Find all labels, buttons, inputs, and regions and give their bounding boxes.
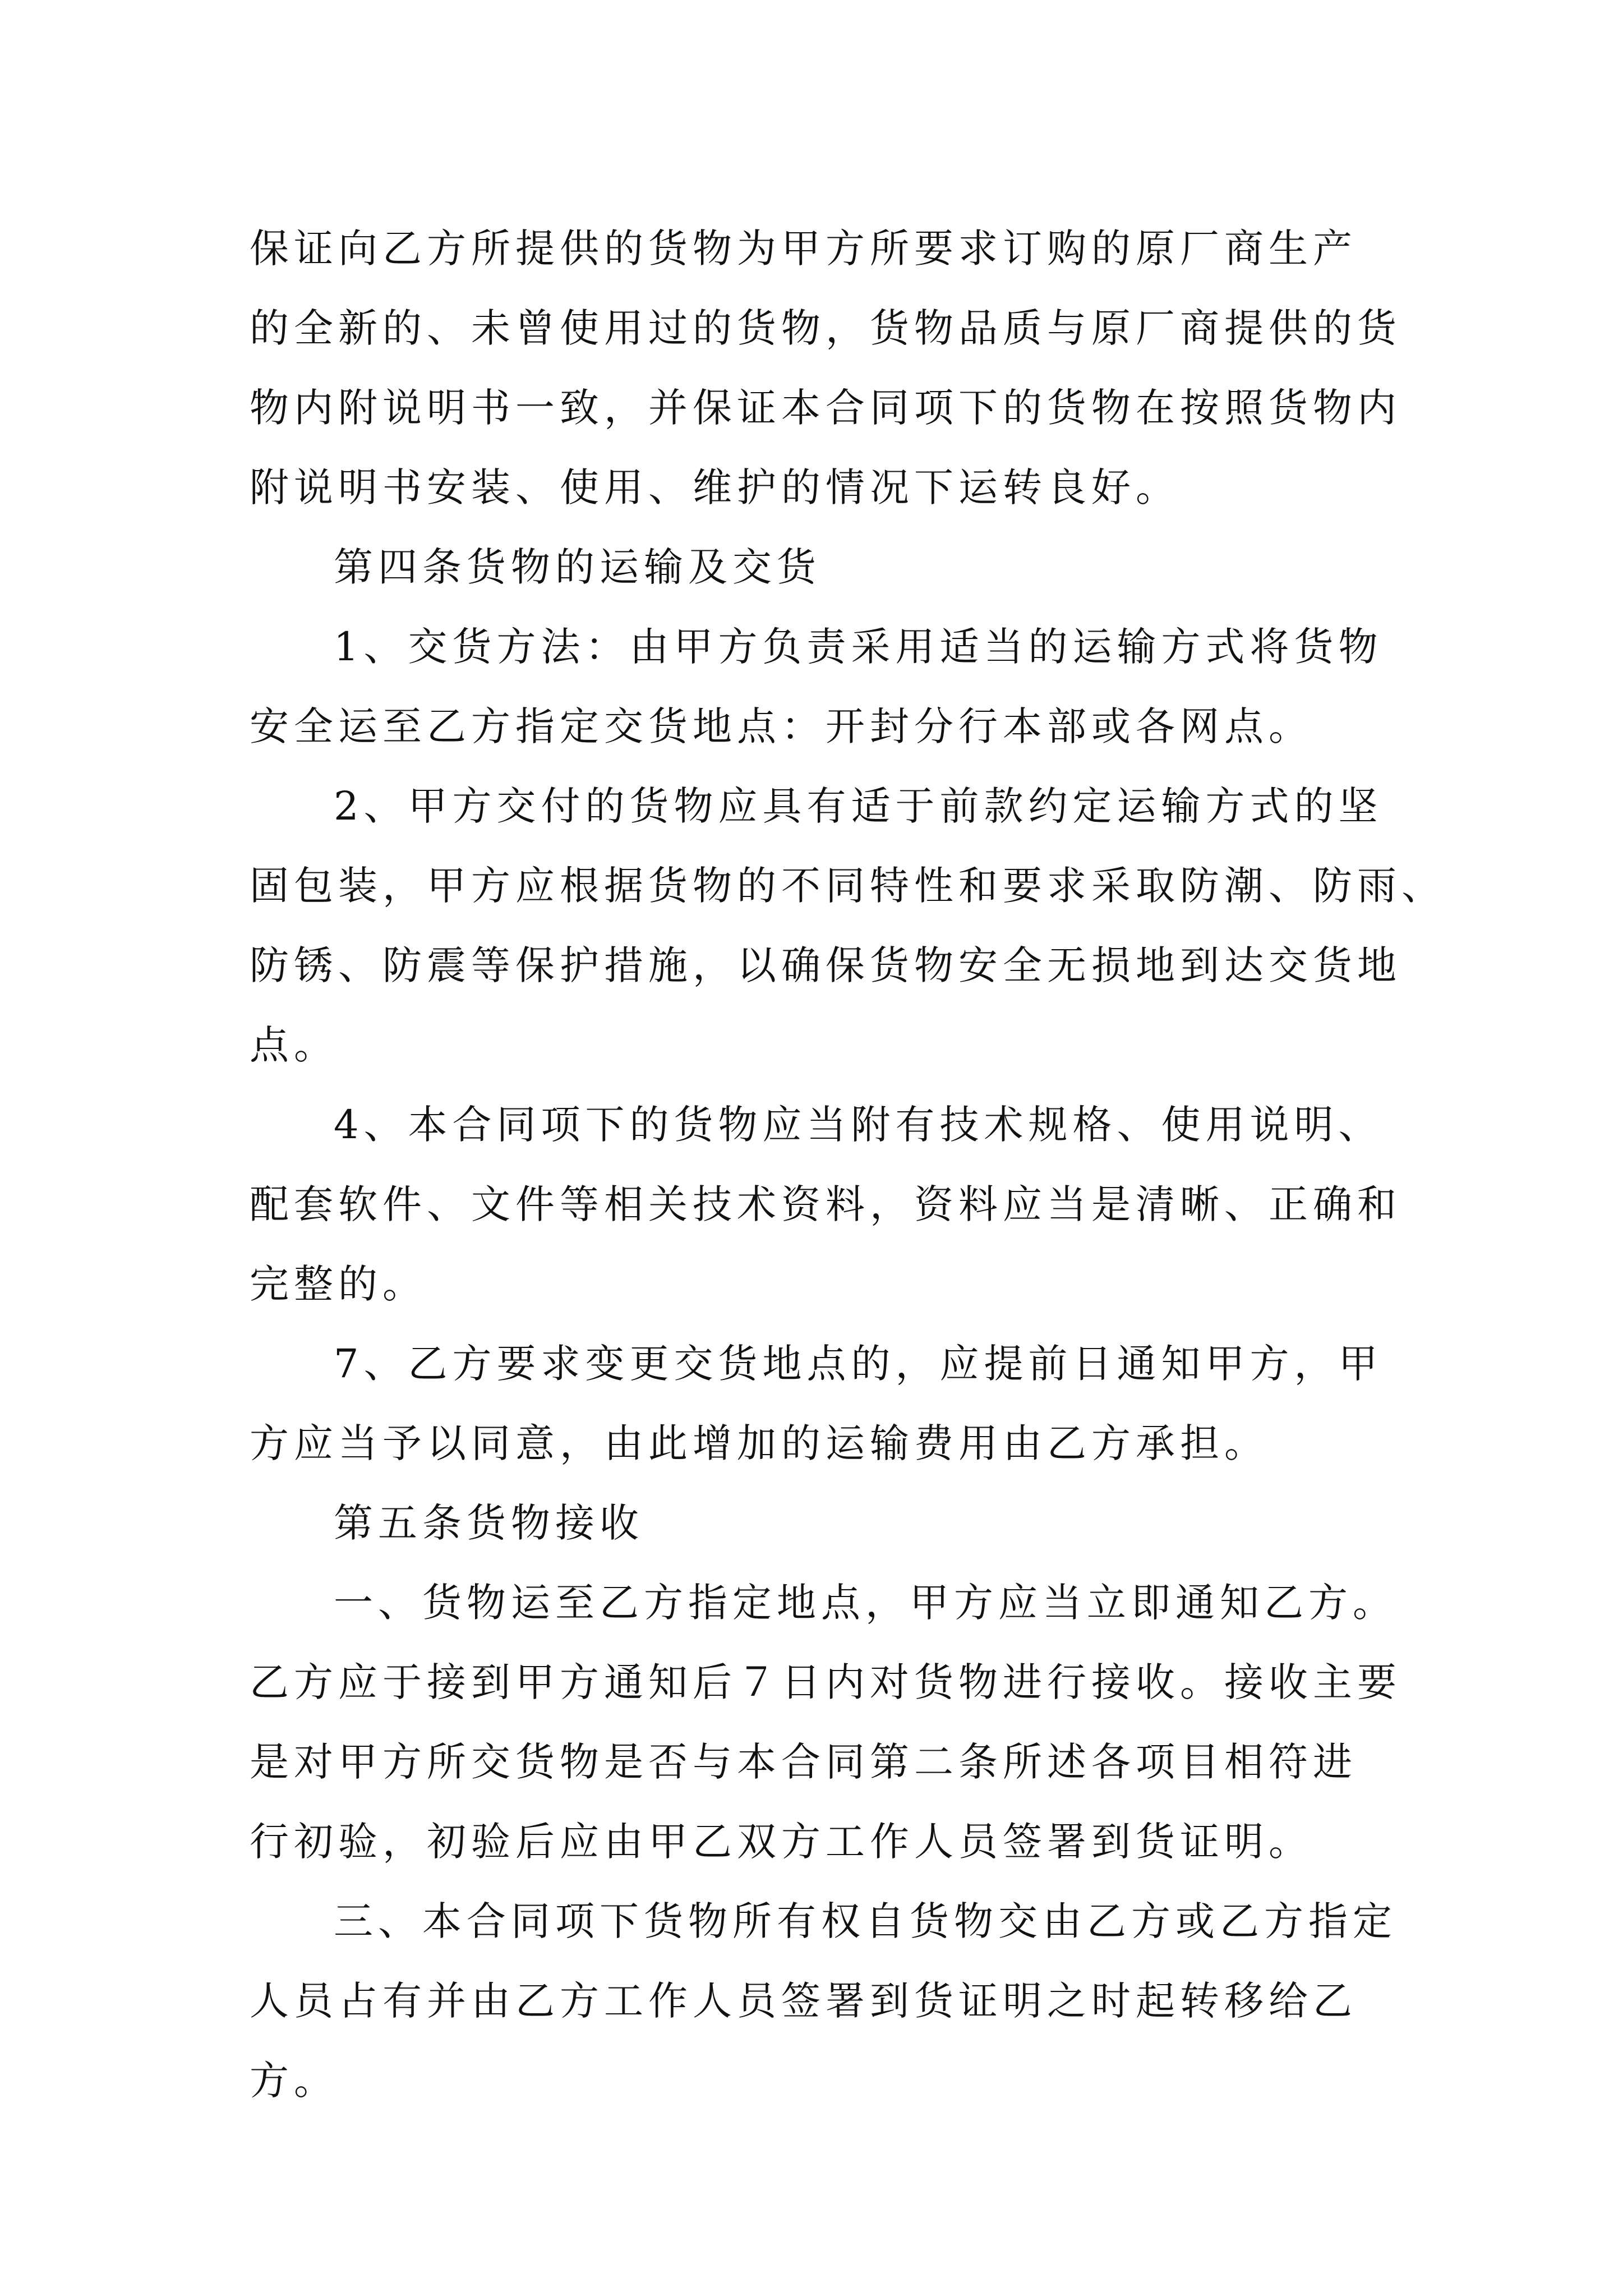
text-line: 物内附说明书一致，并保证本合同项下的货物在按照货物内 xyxy=(250,385,1401,431)
text-line: 行初验，初验后应由甲乙双方工作人员签署到货证明。 xyxy=(250,1819,1313,1865)
text-line: 保证向乙方所提供的货物为甲方所要求订购的原厂商生产 xyxy=(250,226,1357,272)
text-line: 完整的。 xyxy=(250,1261,427,1307)
text-line: 一、货物运至乙方指定地点，甲方应当立即通知乙方。 xyxy=(334,1580,1397,1626)
text-line: 7、乙方要求变更交货地点的，应提前日通知甲方，甲 xyxy=(334,1341,1383,1387)
text-line: 1、交货方法：由甲方负责采用适当的运输方式将货物 xyxy=(334,624,1383,670)
text-line: 点。 xyxy=(250,1022,338,1068)
text-line: 的全新的、未曾使用过的货物，货物品质与原厂商提供的货 xyxy=(250,305,1401,351)
text-line: 方。 xyxy=(250,2058,338,2104)
section-heading-article-5: 第五条货物接收 xyxy=(334,1500,644,1546)
text-line: 是对甲方所交货物是否与本合同第二条所述各项目相符进 xyxy=(250,1739,1357,1785)
text-line: 防锈、防震等保护措施，以确保货物安全无损地到达交货地 xyxy=(250,942,1401,988)
text-line: 三、本合同项下货物所有权自货物交由乙方或乙方指定 xyxy=(334,1898,1397,1944)
document-body xyxy=(250,209,1446,2120)
text-line: 固包装，甲方应根据货物的不同特性和要求采取防潮、防雨、 xyxy=(250,863,1446,909)
text-line: 乙方应于接到甲方通知后７日内对货物进行接收。接收主要 xyxy=(250,1659,1401,1705)
text-line: 4、本合同项下的货物应当附有技术规格、使用说明、 xyxy=(334,1102,1383,1148)
text-line: 人员占有并由乙方工作人员签署到货证明之时起转移给乙 xyxy=(250,1978,1357,2024)
text-line: 附说明书安装、使用、维护的情况下运转良好。 xyxy=(250,464,1180,510)
section-heading-article-4: 第四条货物的运输及交货 xyxy=(334,544,821,590)
text-line: 2、甲方交付的货物应具有适于前款约定运输方式的坚 xyxy=(334,783,1383,829)
text-line: 方应当予以同意，由此增加的运输费用由乙方承担。 xyxy=(250,1420,1269,1466)
text-line: 安全运至乙方指定交货地点：开封分行本部或各网点。 xyxy=(250,703,1313,749)
text-line: 配套软件、文件等相关技术资料，资料应当是清晰、正确和 xyxy=(250,1181,1401,1227)
